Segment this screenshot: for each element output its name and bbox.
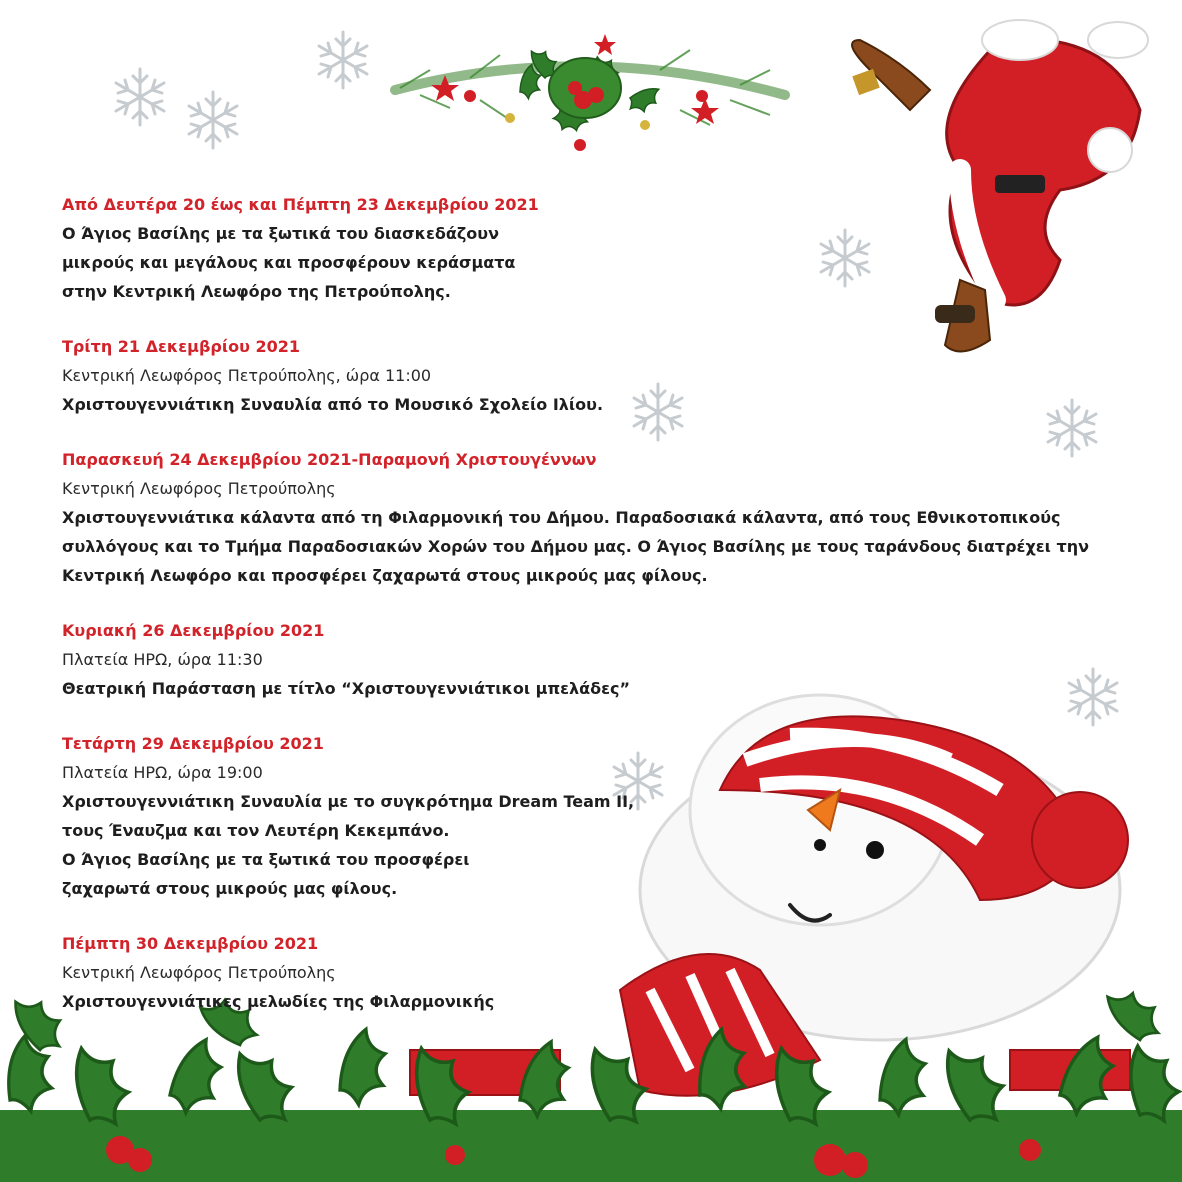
- event-item: [62, 190, 1132, 306]
- event-description: Χριστουγεννιάτικες μελωδίες της Φιλαρμονικής: [62, 992, 495, 1011]
- event-description: Ο Άγιος Βασίλης με τα ξωτικά του προσφέρει: [62, 850, 470, 869]
- event-description: Χριστουγεννιάτικη Συναυλία με το συγκρότημα Dream Team II,: [62, 792, 635, 811]
- event-date: Κυριακή 26 Δεκεμβρίου 2021: [62, 621, 325, 640]
- event-location: Πλατεία ΗΡΩ, ώρα 19:00: [62, 763, 263, 782]
- event-description: Ο Άγιος Βασίλης με τα ξωτικά του διασκεδάζουν: [62, 224, 499, 243]
- event-description: Χριστουγεννιάτικη Συναυλία από το Μουσικό Σχολείο Ιλίου.: [62, 395, 604, 414]
- event-location: Πλατεία ΗΡΩ, ώρα 11:30: [62, 650, 263, 669]
- event-date: Από Δευτέρα 20 έως και Πέμπτη 23 Δεκεμβρίου 2021: [62, 195, 539, 214]
- event-list: [62, 190, 1132, 1042]
- event-description: ζαχαρωτά στους μικρούς μας φίλους.: [62, 879, 398, 898]
- event-date: Τρίτη 21 Δεκεμβρίου 2021: [62, 337, 300, 356]
- event-date: Πέμπτη 30 Δεκεμβρίου 2021: [62, 934, 319, 953]
- event-description: Θεατρική Παράσταση με τίτλο “Χριστουγεννιάτικοι μπελάδες”: [62, 679, 631, 698]
- event-location: Κεντρική Λεωφόρος Πετρούπολης: [62, 479, 336, 498]
- event-description: στην Κεντρική Λεωφόρο της Πετρούπολης.: [62, 282, 451, 301]
- event-item: [62, 445, 1132, 590]
- event-item: [62, 332, 1132, 419]
- event-item: [62, 929, 1132, 1016]
- event-date: Τετάρτη 29 Δεκεμβρίου 2021: [62, 734, 324, 753]
- event-location: Κεντρική Λεωφόρος Πετρούπολης: [62, 963, 336, 982]
- event-description: τους Έναυζμα και τον Λευτέρη Κεκεμπάνο.: [62, 821, 450, 840]
- snowflake-icon: [116, 69, 164, 125]
- garland-decoration: [395, 34, 785, 151]
- event-description: μικρούς και μεγάλους και προσφέρουν κεράσματα: [62, 253, 516, 272]
- event-location: Κεντρική Λεωφόρος Πετρούπολης, ώρα 11:00: [62, 366, 432, 385]
- snowflake-icon: [189, 92, 237, 148]
- event-date: Παρασκευή 24 Δεκεμβρίου 2021-Παραμονή Χριστουγέννων: [62, 450, 597, 469]
- event-item: [62, 729, 1132, 903]
- snowflake-icon: [319, 32, 367, 88]
- event-description: Χριστουγεννιάτικα κάλαντα από τη Φιλαρμονική του Δήμου. Παραδοσιακά κάλαντα, από τους Εθνικοτοπικούς συλλόγους και το Τμήμα Παραδοσιακών Χορών του Δήμου μας. Ο Άγιος Βασίλης με τους ταράνδους διατρέχει την Κεντρική Λεωφόρο και προσφέρει ζαχαρωτά στους μικρούς μας φίλους.: [62, 508, 1089, 585]
- event-item: [62, 616, 1132, 703]
